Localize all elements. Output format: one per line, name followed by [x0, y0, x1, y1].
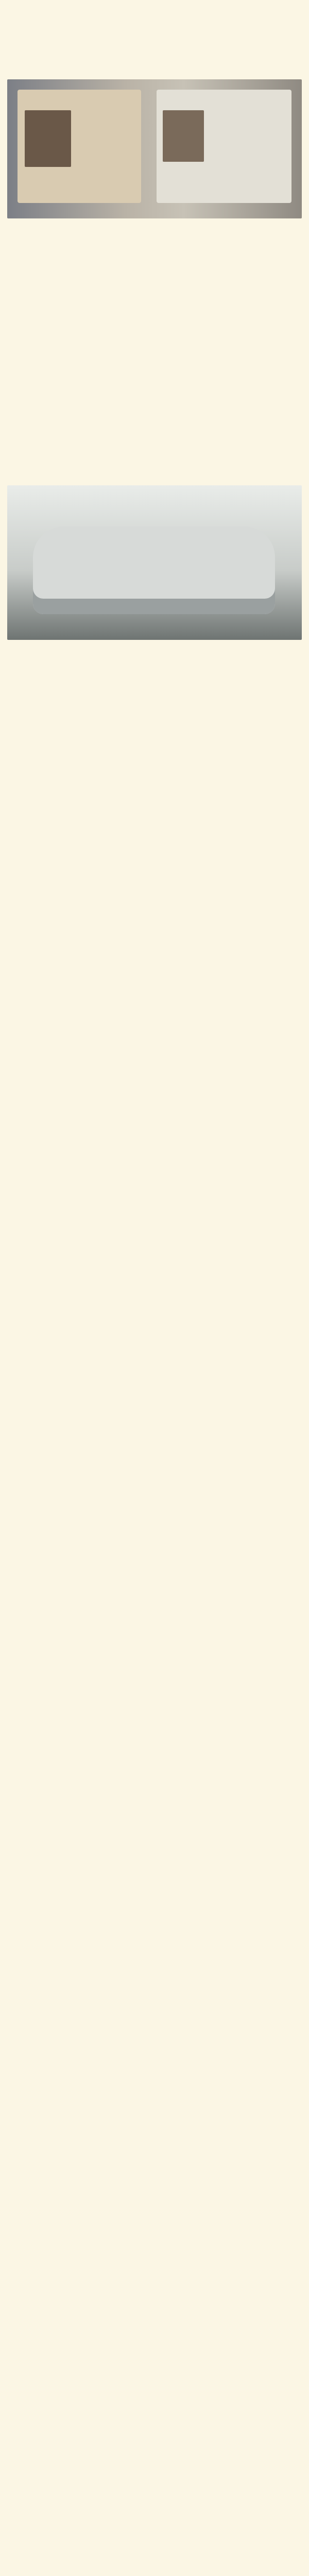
documents-photo: [7, 79, 302, 218]
passport-card: [18, 90, 141, 203]
subheading: [7, 1196, 302, 1208]
subheading: [7, 988, 302, 1000]
paragraph: [7, 1672, 302, 1824]
paragraph: [7, 831, 302, 863]
paragraph: [7, 341, 302, 406]
license-photo: [163, 110, 204, 162]
subheading: [7, 1403, 302, 1415]
passport-photo: [25, 110, 71, 167]
paragraph: [7, 1286, 302, 1394]
paragraph: [7, 1831, 302, 1896]
paragraph: [7, 413, 302, 478]
paragraph: [7, 1421, 302, 1573]
car-photo: [7, 485, 302, 640]
subheading: [7, 1654, 302, 1666]
paragraph: [7, 687, 302, 752]
article-lead: [7, 49, 302, 72]
paragraph: [7, 1214, 302, 1279]
car-body: [33, 527, 275, 614]
paragraph: [7, 871, 302, 979]
license-card: [157, 90, 291, 203]
paragraph: [7, 1580, 302, 1645]
paragraph: [7, 226, 302, 334]
paragraph: [7, 759, 302, 824]
article-title: [7, 9, 302, 42]
paragraph: [7, 647, 302, 680]
paragraph: [7, 1078, 302, 1187]
paragraph: [7, 1006, 302, 1071]
